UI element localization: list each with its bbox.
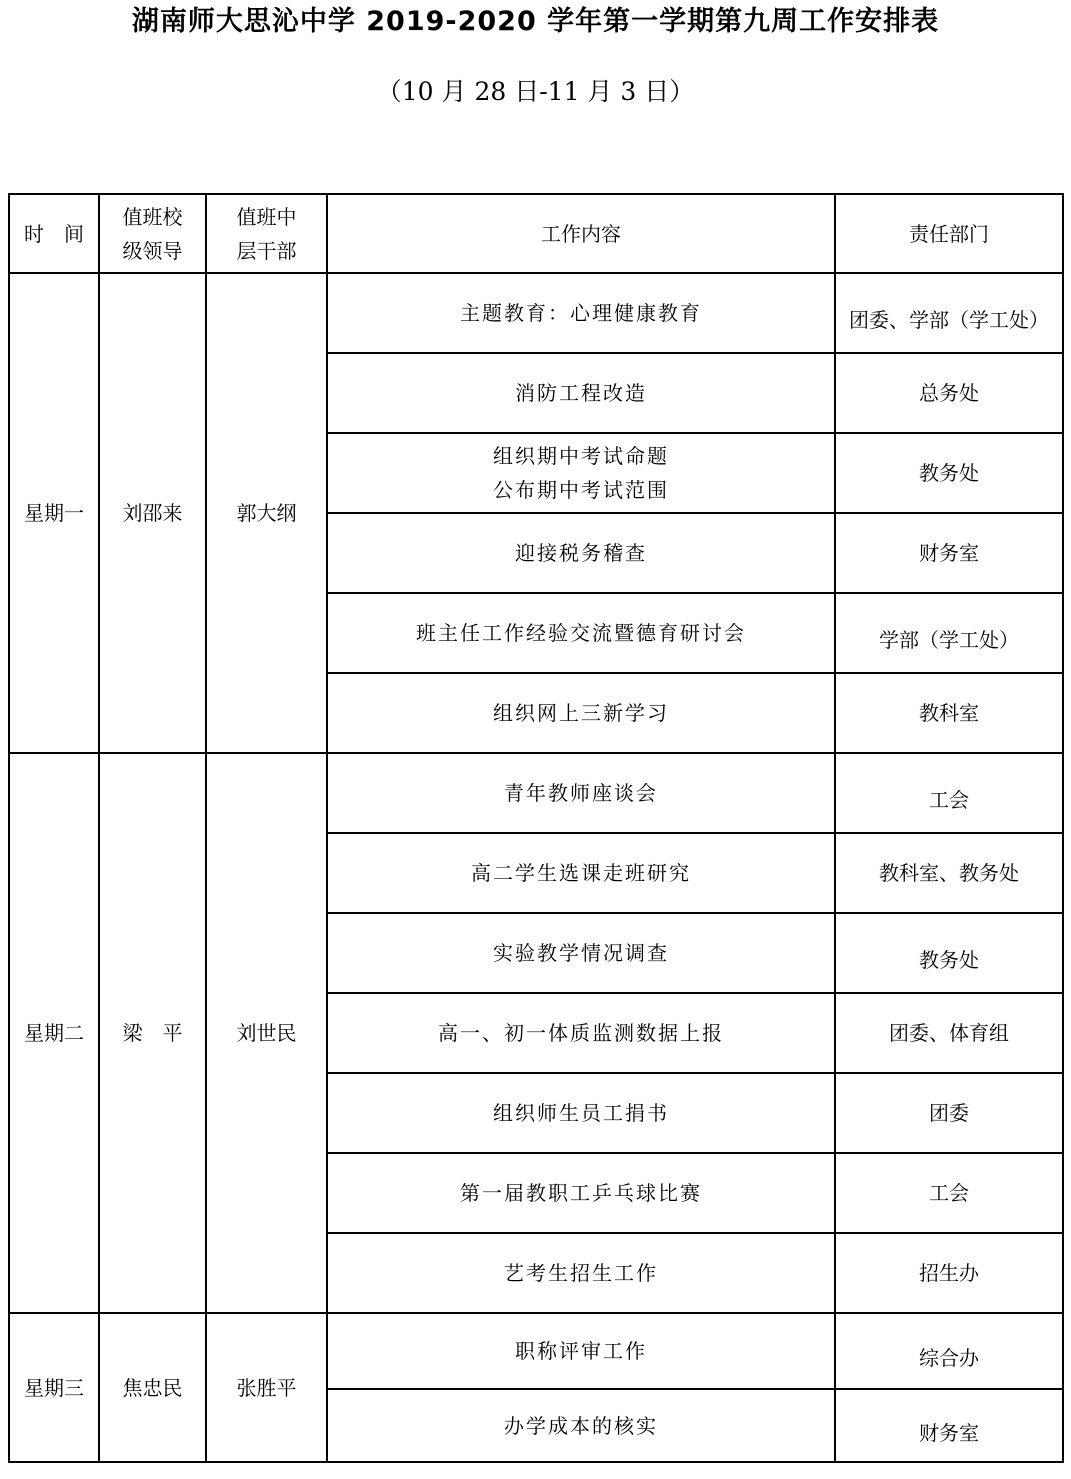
dept-cell: 工会	[835, 753, 1063, 833]
header-row	[9, 194, 1063, 273]
header-leader: 值班校 级领导	[99, 194, 206, 273]
schedule-table	[8, 193, 1064, 1463]
content-cell: 职称评审工作	[327, 1313, 835, 1389]
dept-cell: 团委	[835, 1073, 1063, 1153]
dept-cell: 总务处	[835, 353, 1063, 433]
content-cell: 办学成本的核实	[327, 1389, 835, 1462]
content-cell: 迎接税务稽查	[327, 513, 835, 593]
table-row	[9, 273, 1063, 353]
leader-cell: 梁 平	[99, 753, 206, 1313]
dept-cell: 工会	[835, 1153, 1063, 1233]
content-cell: 主题教育：心理健康教育	[327, 273, 835, 353]
header-middle: 值班中 层干部	[206, 194, 327, 273]
content-cell: 班主任工作经验交流暨德育研讨会	[327, 593, 835, 673]
page-subtitle: （10 月 28 日-11 月 3 日）	[376, 77, 695, 106]
content-cell: 高一、初一体质监测数据上报	[327, 993, 835, 1073]
content-cell: 组织期中考试命题 公布期中考试范围	[327, 433, 835, 513]
dept-cell: 教务处	[835, 433, 1063, 513]
header-content: 工作内容	[327, 194, 835, 273]
content-cell: 消防工程改造	[327, 353, 835, 433]
dept-cell: 学部（学工处）	[835, 593, 1063, 673]
content-cell: 组织师生员工捐书	[327, 1073, 835, 1153]
content-cell: 艺考生招生工作	[327, 1233, 835, 1313]
leader-cell: 焦忠民	[99, 1313, 206, 1462]
table-row	[9, 753, 1063, 833]
dept-cell: 财务室	[835, 1389, 1063, 1462]
dept-cell: 综合办	[835, 1313, 1063, 1389]
dept-cell: 团委、体育组	[835, 993, 1063, 1073]
dept-cell: 招生办	[835, 1233, 1063, 1313]
dept-cell: 财务室	[835, 513, 1063, 593]
content-cell: 组织网上三新学习	[327, 673, 835, 753]
dept-cell: 教科室、教务处	[835, 833, 1063, 913]
header-dept: 责任部门	[835, 194, 1063, 273]
middle-cell: 郭大纲	[206, 273, 327, 753]
day-cell: 星期三	[9, 1313, 99, 1462]
day-cell: 星期二	[9, 753, 99, 1313]
leader-cell: 刘邵来	[99, 273, 206, 753]
content-cell: 第一届教职工乒乓球比赛	[327, 1153, 835, 1233]
content-cell: 高二学生选课走班研究	[327, 833, 835, 913]
dept-cell: 教科室	[835, 673, 1063, 753]
content-cell: 实验教学情况调查	[327, 913, 835, 993]
day-cell: 星期一	[9, 273, 99, 753]
header-day: 时 间	[9, 194, 99, 273]
page-title: 湖南师大思沁中学 2019-2020 学年第一学期第九周工作安排表	[131, 6, 940, 37]
dept-cell: 教务处	[835, 913, 1063, 993]
table-row	[9, 1313, 1063, 1389]
middle-cell: 刘世民	[206, 753, 327, 1313]
content-cell: 青年教师座谈会	[327, 753, 835, 833]
middle-cell: 张胜平	[206, 1313, 327, 1462]
dept-cell: 团委、学部（学工处）	[835, 273, 1063, 353]
